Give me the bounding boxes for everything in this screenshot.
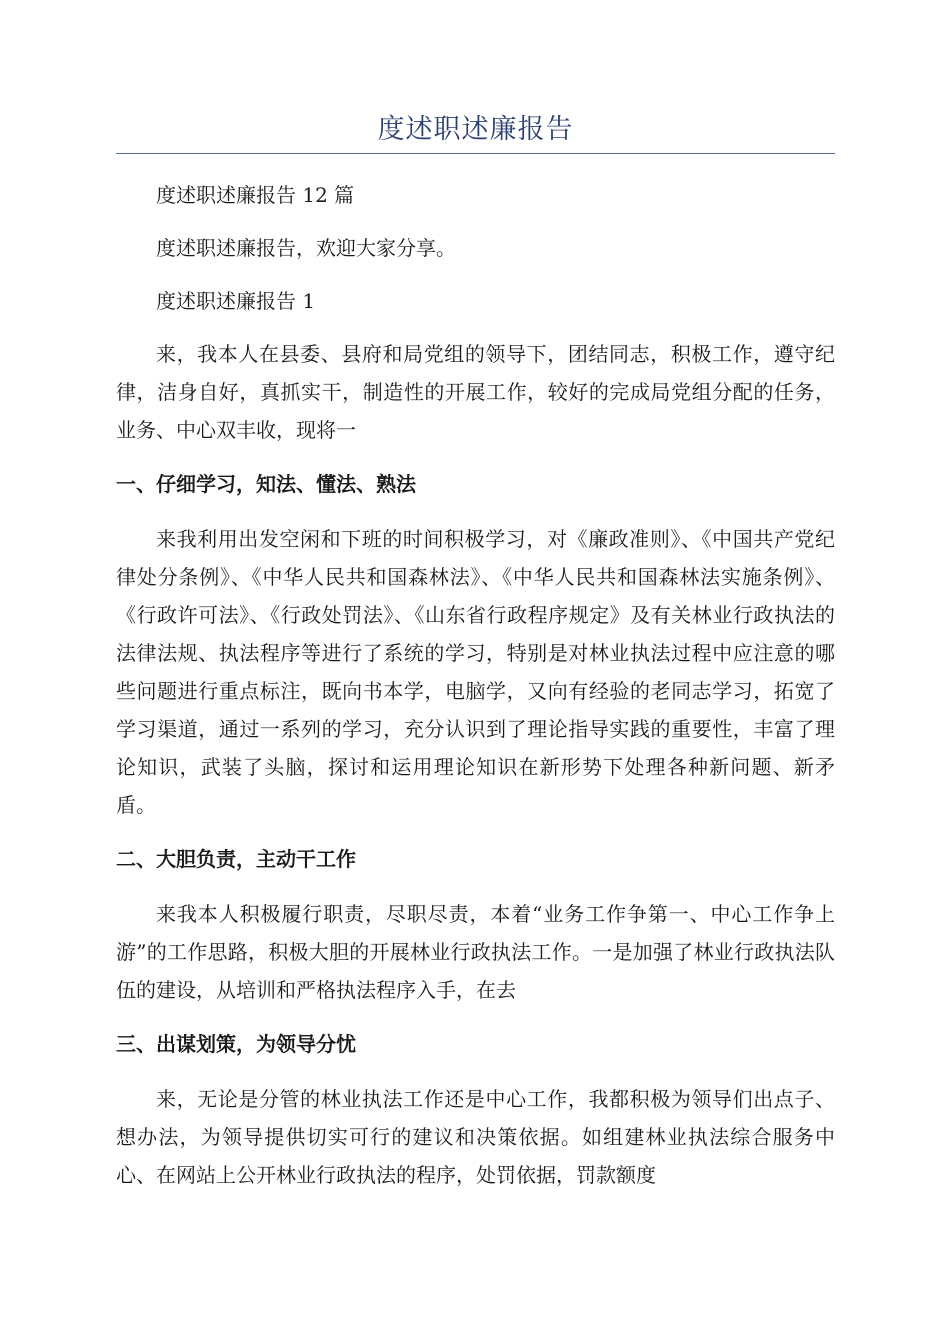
section-heading-1: 一、仔细学习，知法、懂法、熟法 xyxy=(116,472,416,496)
section-body-2: 来我本人积极履行职责，尽职尽责，本着“业务工作争第一、中心工作争上游”的工作思路，积极大胆的开展林业行政执法工作。一是加强了林业行政执法队伍的建设，从培训和严格执法程序入手，在去 xyxy=(116,902,835,1002)
section-body-1: 来我利用出发空闲和下班的时间积极学习，对《廉政准则》、《中国共产党纪律处分条例》、《中华人民共和国森林法》、《中华人民共和国森林法实施条例》、《行政许可法》、《行政处罚法》、《山东省行政程序规定》及有关林业行政执法的法律法规、执法程序等进行了系统的学习，特别是对林业执法过程中应注意的哪些问题进行重点标注，既向书本学，电脑学，又向有经验的老同志学习，拓宽了学习渠道，通过一系列的学习，充分认识到了理论指导实践的重要性，丰富了理论知识，武装了头脑，探讨和运用理论知识在新形势下处理各种新问题、新矛盾。 xyxy=(116,527,835,817)
section-heading-3: 三、出谋划策，为领导分忧 xyxy=(116,1032,356,1056)
title-underline xyxy=(116,153,835,154)
document-title: 度述职述廉报告 xyxy=(377,114,574,145)
section-body-3: 来，无论是分管的林业执法工作还是中心工作，我都积极为领导们出点子、想办法，为领导提供切实可行的建议和决策依据。如组建林业执法综合服务中心、在网站上公开林业行政执法的程序，处罚依据，罚款额度 xyxy=(116,1087,835,1187)
intro-line-1: 度述职述廉报告 12 篇 xyxy=(156,183,355,207)
document-body xyxy=(116,176,835,1210)
section-heading-2: 二、大胆负责，主动干工作 xyxy=(116,847,356,871)
intro-line-3: 度述职述廉报告 1 xyxy=(156,289,316,313)
opening-paragraph: 来，我本人在县委、县府和局党组的领导下，团结同志，积极工作，遵守纪律，洁身自好，真抓实干，制造性的开展工作，较好的完成局党组分配的任务，业务、中心双丰收，现将一 xyxy=(116,342,835,442)
intro-line-2: 度述职述廉报告，欢迎大家分享。 xyxy=(156,236,456,260)
